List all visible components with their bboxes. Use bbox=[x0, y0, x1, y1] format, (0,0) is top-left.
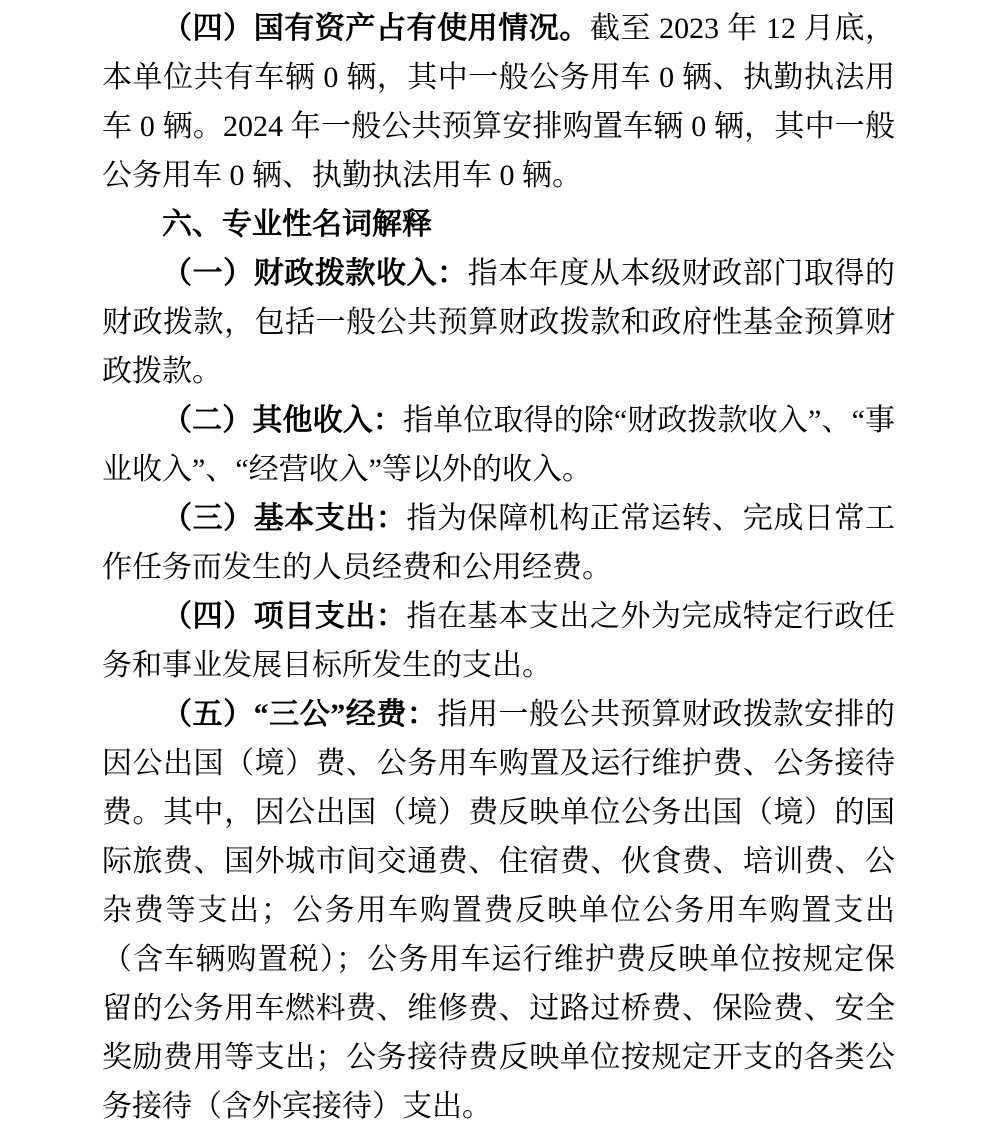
definition-lead: （二）其他收入： bbox=[162, 404, 403, 437]
definition-body: 指为保障机构正常运转、完成日常工作任务而发生的人员经费和公用经费。 bbox=[102, 502, 896, 584]
paragraph-definition-other-income bbox=[102, 396, 895, 494]
definition-body: 指单位取得的除“财政拨款收入”、“事业收入”、“经营收入”等以外的收入。 bbox=[102, 404, 896, 486]
paragraph-definition-fiscal-appropriation-income bbox=[102, 249, 895, 396]
definition-lead: （一）财政拨款收入： bbox=[162, 257, 468, 290]
section-heading-terminology: 六、专业性名词解释 bbox=[162, 208, 432, 241]
definition-body: 指在基本支出之外为完成特定行政任务和事业发展目标所发生的支出。 bbox=[102, 600, 896, 682]
definition-body: 指本年度从本级财政部门取得的财政拨款，包括一般公共预算财政拨款和政府性基金预算财政拨款。 bbox=[102, 257, 896, 388]
paragraph-asset-usage-body: 截至 2023 年 12 月底，本单位共有车辆 0 辆，其中一般公务用车 0 辆、执勤执法用车 0 辆。2024 年一般公共预算安排购置车辆 0 辆，其中一般公务用车 0 辆、执勤执法用车 0 辆。 bbox=[102, 12, 896, 192]
paragraph-definition-basic-expenditure bbox=[102, 494, 895, 592]
definition-body: 指用一般公共预算财政拨款安排的因公出国（境）费、公务用车购置及运行维护费、公务接待费。其中，因公出国（境）费反映单位公务出国（境）的国际旅费、国外城市间交通费、住宿费、伙食费、培训费、公杂费等支出；公务用车购置费反映单位公务用车购置支出（含车辆购置税）；公务用车运行维护费反映单位按规定保留的公务用车燃料费、维修费、过路过桥费、保险费、安全奖励费用等支出；公务接待费反映单位按规定开支的各类公务接待（含外宾接待）支出。 bbox=[102, 698, 896, 1123]
paragraph-definition-project-expenditure bbox=[102, 592, 895, 690]
paragraph-asset-usage bbox=[102, 4, 895, 200]
definition-lead: （五）“三公”经费： bbox=[162, 698, 438, 731]
definition-lead: （四）项目支出： bbox=[162, 600, 407, 633]
paragraph-definition-three-public-funds bbox=[102, 690, 895, 1131]
definition-lead: （三）基本支出： bbox=[162, 502, 407, 535]
paragraph-asset-usage-lead: （四）国有资产占有使用情况。 bbox=[162, 12, 590, 45]
